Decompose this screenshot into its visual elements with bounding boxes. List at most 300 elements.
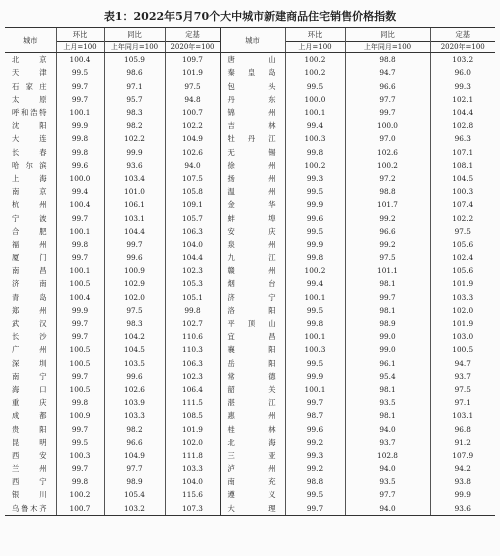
yoy-value: 98.9	[345, 317, 430, 330]
city-name: 扬 州	[220, 172, 285, 185]
city-name: 南 充	[220, 475, 285, 488]
city-header: 城市	[5, 28, 56, 53]
mom-value: 99.8	[285, 317, 345, 330]
fixed-value: 93.7	[430, 370, 495, 383]
table-row	[5, 488, 495, 501]
table-row	[5, 185, 495, 198]
fixed-value: 97.5	[430, 225, 495, 238]
city-name: 无 锡	[220, 146, 285, 159]
yoy-value: 103.4	[104, 172, 165, 185]
mom-value: 99.2	[285, 462, 345, 475]
fixed-value: 108.1	[430, 159, 495, 172]
yoy-value: 103.3	[104, 409, 165, 422]
city-name: 唐 山	[220, 53, 285, 67]
mom-value: 100.2	[285, 264, 345, 277]
city-name: 济 南	[12, 279, 47, 289]
mom-value: 100.7	[56, 502, 104, 516]
yoy-value: 98.3	[104, 317, 165, 330]
city-name: 锦 州	[220, 106, 285, 119]
fixed-value: 110.3	[165, 343, 220, 356]
yoy-value: 103.5	[104, 357, 165, 370]
city-name: 石家庄	[12, 81, 47, 91]
yoy-value: 95.4	[345, 370, 430, 383]
city-name: 徐 州	[220, 159, 285, 172]
city-name: 长 春	[12, 147, 47, 157]
table-row	[5, 330, 495, 343]
city-name: 北 京	[12, 55, 47, 65]
fixed-value: 101.9	[165, 66, 220, 79]
mom-value: 100.1	[285, 291, 345, 304]
fixed-value: 105.6	[430, 264, 495, 277]
table-row	[5, 159, 495, 172]
table-row	[5, 357, 495, 370]
fixed-value: 105.1	[165, 291, 220, 304]
fixed-value: 100.7	[165, 106, 220, 119]
yoy-value: 100.9	[104, 264, 165, 277]
table-row	[5, 251, 495, 264]
fixed-value: 99.8	[165, 304, 220, 317]
table-row	[5, 317, 495, 330]
table-row	[5, 53, 495, 67]
mom-value: 99.9	[56, 119, 104, 132]
fixed-value: 106.4	[165, 383, 220, 396]
fixed-value: 104.0	[165, 475, 220, 488]
city-name: 天 津	[12, 68, 47, 78]
city-name: 沈 阳	[12, 121, 47, 131]
table-row	[5, 475, 495, 488]
yoy-value: 104.2	[104, 330, 165, 343]
yoy-value: 98.1	[345, 304, 430, 317]
fixed-value: 102.4	[430, 251, 495, 264]
mom-value: 99.7	[56, 93, 104, 106]
fixed-value: 107.3	[165, 502, 220, 516]
mom-value: 98.7	[285, 409, 345, 422]
fixed-value: 97.5	[165, 80, 220, 93]
mom-value: 99.8	[56, 146, 104, 159]
fixed-value: 105.8	[165, 185, 220, 198]
fixed-value: 94.2	[430, 462, 495, 475]
yoy-value: 103.9	[104, 396, 165, 409]
city-name: 湛 江	[220, 396, 285, 409]
fixed-value: 102.7	[165, 317, 220, 330]
fixed-value: 104.4	[165, 251, 220, 264]
yoy-value: 104.9	[104, 449, 165, 462]
table-row	[5, 93, 495, 106]
city-name: 吉 林	[220, 119, 285, 132]
yoy-value: 99.2	[345, 211, 430, 224]
table-row	[5, 396, 495, 409]
mom-value: 100.4	[56, 53, 104, 67]
table-row	[5, 422, 495, 435]
city-name: 温 州	[220, 185, 285, 198]
table-row	[5, 80, 495, 93]
fixed-value: 99.9	[430, 488, 495, 501]
mom-value: 99.8	[56, 396, 104, 409]
mom-header-right: 环比	[285, 28, 345, 42]
table-row	[5, 277, 495, 290]
yoy-value: 94.0	[345, 502, 430, 516]
fixed-value: 109.1	[165, 198, 220, 211]
mom-value: 99.4	[285, 277, 345, 290]
yoy-value: 98.9	[104, 475, 165, 488]
city-name: 丹 东	[220, 93, 285, 106]
city-name: 金 华	[220, 198, 285, 211]
city-name: 银 川	[12, 490, 47, 500]
fixed-value: 94.7	[430, 357, 495, 370]
mom-value: 100.5	[56, 357, 104, 370]
mom-value: 100.0	[285, 93, 345, 106]
city-name: 济 宁	[220, 291, 285, 304]
mom-value: 99.3	[285, 449, 345, 462]
fixed-value: 111.8	[165, 449, 220, 462]
yoy-value: 99.7	[345, 291, 430, 304]
table-row	[5, 132, 495, 145]
fixed-value: 110.6	[165, 330, 220, 343]
table-row	[5, 370, 495, 383]
fixed-value: 96.8	[430, 422, 495, 435]
fixed-value: 104.9	[165, 132, 220, 145]
city-name: 成 都	[12, 411, 47, 421]
mom-value: 99.5	[285, 357, 345, 370]
city-name: 平顶山	[220, 317, 285, 330]
yoy-value: 93.6	[104, 159, 165, 172]
city-name: 遵 义	[220, 488, 285, 501]
city-name: 哈尔滨	[12, 160, 47, 170]
yoy-value: 102.9	[104, 277, 165, 290]
city-name: 襄 阳	[220, 343, 285, 356]
city-name: 牡丹江	[220, 132, 285, 145]
mom-value: 99.7	[56, 211, 104, 224]
mom-value: 98.8	[285, 475, 345, 488]
yoy-value: 96.6	[104, 436, 165, 449]
yoy-value: 98.1	[345, 277, 430, 290]
city-name: 乌鲁木齐	[5, 502, 56, 516]
fixed-value: 102.1	[430, 93, 495, 106]
fixed-value: 96.3	[430, 132, 495, 145]
fixed-value: 102.6	[165, 146, 220, 159]
mom-base: 上月=100	[56, 42, 104, 53]
mom-value: 100.5	[56, 277, 104, 290]
yoy-value: 104.4	[104, 225, 165, 238]
fixed-value: 103.0	[430, 330, 495, 343]
mom-value: 99.2	[285, 436, 345, 449]
city-name: 长 沙	[12, 332, 47, 342]
city-name: 深 圳	[12, 358, 47, 368]
city-name: 西 安	[12, 450, 47, 460]
yoy-value: 101.1	[345, 264, 430, 277]
mom-value: 99.7	[56, 330, 104, 343]
fixed-value: 96.0	[430, 66, 495, 79]
yoy-value: 94.7	[345, 66, 430, 79]
fixed-value: 101.9	[165, 422, 220, 435]
yoy-value: 97.5	[104, 304, 165, 317]
fixed-value: 109.7	[165, 53, 220, 67]
fixed-value: 111.5	[165, 396, 220, 409]
mom-value: 99.7	[56, 251, 104, 264]
mom-value: 99.9	[285, 370, 345, 383]
yoy-value: 103.2	[104, 502, 165, 516]
city-name: 南 京	[12, 187, 47, 197]
mom-value: 100.2	[56, 488, 104, 501]
yoy-value: 97.0	[345, 132, 430, 145]
table-row	[5, 106, 495, 119]
yoy-base-right: 上年同月=100	[345, 42, 430, 53]
city-name: 上 海	[12, 173, 47, 183]
fixed-base-right: 2020年=100	[430, 42, 495, 53]
fixed-value: 103.1	[430, 409, 495, 422]
yoy-header-right: 同比	[345, 28, 430, 42]
yoy-value: 98.8	[345, 185, 430, 198]
city-name: 泉 州	[220, 238, 285, 251]
city-name: 海 口	[12, 384, 47, 394]
mom-value: 100.1	[285, 106, 345, 119]
mom-value: 99.9	[285, 198, 345, 211]
city-name: 广 州	[12, 345, 47, 355]
mom-value: 99.5	[56, 66, 104, 79]
mom-value: 100.3	[285, 343, 345, 356]
table-row	[5, 225, 495, 238]
mom-value: 99.8	[285, 251, 345, 264]
mom-value: 100.5	[56, 343, 104, 356]
yoy-value: 102.0	[104, 291, 165, 304]
fixed-value: 94.8	[165, 93, 220, 106]
mom-value: 99.7	[56, 80, 104, 93]
city-name: 贵 阳	[12, 424, 47, 434]
table-row	[5, 409, 495, 422]
city-name: 包 头	[220, 80, 285, 93]
city-name: 秦皇岛	[220, 66, 285, 79]
fixed-value: 101.9	[430, 277, 495, 290]
city-name: 宜 昌	[220, 330, 285, 343]
fixed-value: 106.3	[165, 225, 220, 238]
yoy-value: 96.6	[345, 80, 430, 93]
mom-value: 100.4	[56, 198, 104, 211]
mom-value: 100.0	[56, 172, 104, 185]
yoy-value: 99.7	[104, 238, 165, 251]
mom-value: 99.5	[56, 436, 104, 449]
fixed-value: 107.4	[430, 198, 495, 211]
mom-value: 99.5	[285, 225, 345, 238]
mom-value: 100.1	[285, 330, 345, 343]
yoy-value: 98.1	[345, 409, 430, 422]
mom-value: 99.5	[285, 80, 345, 93]
city-name: 泸 州	[220, 462, 285, 475]
yoy-value: 96.1	[345, 357, 430, 370]
yoy-header: 同比	[104, 28, 165, 42]
city-name: 北 海	[220, 436, 285, 449]
city-name: 九 江	[220, 251, 285, 264]
fixed-value: 102.0	[430, 304, 495, 317]
table-title: 表1：2022年5月70个大中城市新建商品住宅销售价格指数	[103, 10, 397, 23]
city-name: 岳 阳	[220, 357, 285, 370]
yoy-value: 106.1	[104, 198, 165, 211]
yoy-value: 99.0	[345, 343, 430, 356]
yoy-value: 98.1	[345, 383, 430, 396]
city-name: 福 州	[12, 239, 47, 249]
mom-value: 99.7	[285, 502, 345, 516]
fixed-value: 101.9	[430, 317, 495, 330]
fixed-value: 102.3	[165, 370, 220, 383]
mom-value: 100.5	[56, 383, 104, 396]
yoy-value: 97.7	[345, 488, 430, 501]
yoy-value: 93.5	[345, 396, 430, 409]
fixed-value: 102.3	[165, 264, 220, 277]
table-row	[5, 343, 495, 356]
price-index-table	[5, 27, 495, 516]
mom-value: 99.7	[56, 422, 104, 435]
mom-value: 100.1	[285, 383, 345, 396]
city-name: 三 亚	[220, 449, 285, 462]
yoy-value: 93.7	[345, 436, 430, 449]
mom-value: 100.2	[285, 53, 345, 67]
city-header-right: 城市	[220, 28, 285, 53]
yoy-value: 94.0	[345, 422, 430, 435]
mom-value: 100.9	[56, 409, 104, 422]
yoy-value: 102.8	[345, 449, 430, 462]
mom-value: 99.5	[285, 304, 345, 317]
mom-value: 100.1	[56, 106, 104, 119]
yoy-value: 102.6	[104, 383, 165, 396]
yoy-value: 103.1	[104, 211, 165, 224]
yoy-base: 上年同月=100	[104, 42, 165, 53]
yoy-value: 100.0	[345, 119, 430, 132]
city-name: 安 庆	[220, 225, 285, 238]
mom-value: 100.4	[56, 291, 104, 304]
mom-value: 99.7	[285, 396, 345, 409]
yoy-value: 94.0	[345, 462, 430, 475]
mom-value: 100.2	[285, 66, 345, 79]
fixed-value: 107.9	[430, 449, 495, 462]
fixed-value: 99.3	[430, 80, 495, 93]
yoy-value: 99.6	[104, 251, 165, 264]
table-row	[5, 146, 495, 159]
mom-value: 100.1	[56, 225, 104, 238]
mom-value: 99.8	[56, 475, 104, 488]
city-name: 赣 州	[220, 264, 285, 277]
fixed-value: 97.5	[430, 383, 495, 396]
mom-base-right: 上月=100	[285, 42, 345, 53]
yoy-value: 98.8	[345, 53, 430, 67]
table-row	[5, 238, 495, 251]
city-name: 桂 林	[220, 422, 285, 435]
fixed-value: 108.5	[165, 409, 220, 422]
city-name: 大 理	[220, 502, 285, 516]
yoy-value: 102.6	[345, 146, 430, 159]
mom-value: 100.1	[56, 264, 104, 277]
mom-value: 99.9	[285, 238, 345, 251]
city-name: 烟 台	[220, 277, 285, 290]
mom-value: 99.6	[285, 422, 345, 435]
yoy-value: 101.7	[345, 198, 430, 211]
table-row	[5, 436, 495, 449]
table-row	[5, 304, 495, 317]
yoy-value: 99.7	[345, 106, 430, 119]
fixed-base: 2020年=100	[165, 42, 220, 53]
city-name: 合 肥	[12, 226, 47, 236]
yoy-value: 97.2	[345, 172, 430, 185]
mom-value: 100.3	[285, 132, 345, 145]
fixed-value: 100.5	[430, 343, 495, 356]
yoy-value: 98.2	[104, 422, 165, 435]
mom-value: 99.8	[56, 132, 104, 145]
yoy-value: 93.5	[345, 475, 430, 488]
fixed-header: 定基	[165, 28, 220, 42]
table-row	[5, 449, 495, 462]
fixed-value: 102.0	[165, 436, 220, 449]
city-name: 西 宁	[12, 477, 47, 487]
yoy-value: 98.2	[104, 119, 165, 132]
fixed-value: 103.3	[165, 462, 220, 475]
city-name: 蚌 埠	[220, 211, 285, 224]
city-name: 杭 州	[12, 200, 47, 210]
yoy-value: 99.0	[345, 330, 430, 343]
city-name: 洛 阳	[220, 304, 285, 317]
yoy-value: 105.4	[104, 488, 165, 501]
table-row	[5, 502, 495, 516]
city-name: 呼和浩特	[12, 108, 47, 118]
yoy-value: 102.2	[104, 132, 165, 145]
city-name: 宁 波	[12, 213, 47, 223]
fixed-value: 104.4	[430, 106, 495, 119]
fixed-value: 91.2	[430, 436, 495, 449]
yoy-value: 98.6	[104, 66, 165, 79]
city-name: 武 汉	[12, 319, 47, 329]
yoy-value: 97.7	[104, 462, 165, 475]
table-body	[5, 53, 495, 516]
mom-value: 99.4	[56, 185, 104, 198]
fixed-value: 107.5	[165, 172, 220, 185]
fixed-value: 106.3	[165, 357, 220, 370]
yoy-value: 97.7	[345, 93, 430, 106]
mom-value: 100.2	[285, 159, 345, 172]
fixed-value: 100.3	[430, 185, 495, 198]
fixed-value: 105.7	[165, 211, 220, 224]
fixed-value: 94.0	[165, 159, 220, 172]
mom-value: 99.6	[56, 159, 104, 172]
fixed-value: 104.0	[165, 238, 220, 251]
city-name: 常 德	[220, 370, 285, 383]
table-row	[5, 211, 495, 224]
city-name: 太 原	[12, 94, 47, 104]
table-row	[5, 172, 495, 185]
table-row	[5, 198, 495, 211]
city-name: 昆 明	[12, 437, 47, 447]
mom-value: 99.5	[285, 488, 345, 501]
yoy-value: 104.5	[104, 343, 165, 356]
table-row	[5, 66, 495, 79]
city-name: 厦 门	[12, 253, 47, 263]
yoy-value: 101.0	[104, 185, 165, 198]
yoy-value: 97.1	[104, 80, 165, 93]
fixed-value: 102.2	[430, 211, 495, 224]
yoy-value: 95.7	[104, 93, 165, 106]
fixed-header-right: 定基	[430, 28, 495, 42]
city-name: 南 宁	[12, 371, 47, 381]
mom-value: 99.7	[56, 317, 104, 330]
mom-value: 100.3	[56, 449, 104, 462]
yoy-value: 97.5	[345, 251, 430, 264]
fixed-value: 115.6	[165, 488, 220, 501]
mom-value: 99.7	[56, 462, 104, 475]
fixed-value: 103.3	[430, 291, 495, 304]
city-name: 南 昌	[12, 266, 47, 276]
mom-value: 99.8	[56, 238, 104, 251]
mom-value: 99.7	[56, 370, 104, 383]
city-name: 郑 州	[12, 305, 47, 315]
table-row	[5, 383, 495, 396]
fixed-value: 105.6	[430, 238, 495, 251]
fixed-value: 102.8	[430, 119, 495, 132]
